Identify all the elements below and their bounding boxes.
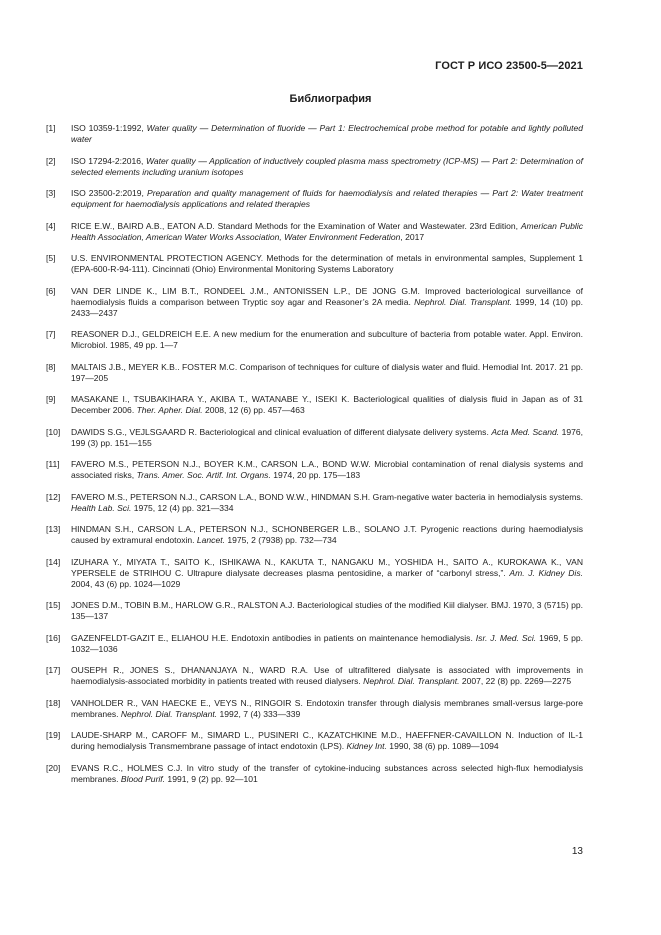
reference-item <box>46 362 583 384</box>
reference-item <box>46 633 583 655</box>
reference-text <box>71 188 583 210</box>
reference-number: [16] <box>46 632 61 643</box>
reference-text <box>71 459 583 481</box>
reference-item <box>46 188 583 210</box>
reference-text <box>71 557 583 590</box>
reference-text <box>71 698 583 720</box>
reference-part: 2008, 12 (6) pp. 457—463 <box>202 405 305 415</box>
reference-number: [1] <box>46 123 56 133</box>
reference-number: [3] <box>46 188 56 198</box>
reference-italic-part: Preparation and quality management of fluids for haemodialysis and related therapies — Part 2: Water treatment equipment for haemodialysis applications and related therapies <box>71 188 583 209</box>
reference-list <box>46 123 583 795</box>
reference-part: DAWIDS S.G., VEJLSGAARD R. Bacteriological and clinical evaluation of different dialysate delivery systems. <box>71 426 492 437</box>
reference-part: 1969, 5 pp. 1032—1036 <box>71 632 583 654</box>
reference-italic-part: Acta Med. Scand. <box>491 426 560 437</box>
reference-part: 1990, 38 (6) pp. 1089—1094 <box>386 741 499 751</box>
reference-part: 1976, 199 (3) pp. 151—155 <box>71 426 583 448</box>
reference-number: [4] <box>46 220 56 231</box>
reference-part: 1999, 14 (10) pp. 2433—2437 <box>71 296 583 318</box>
reference-item <box>46 665 583 687</box>
reference-part: FAVERO M.S., PETERSON N.J., BOYER K.M., CARSON L.A., BOND W.W. Microbial contamination of renal dialysis systems and associated risks, <box>71 459 583 480</box>
reference-item <box>46 698 583 720</box>
reference-italic-part: Water quality — Determination of fluoride — Part 1: Electrochemical probe method for potable and lightly polluted water <box>71 123 583 144</box>
reference-part: JONES D.M., TOBIN B.M., HARLOW G.R., RALSTON A.J. Bacteriological studies of the modified Kiil dialyser. BMJ. 1970, 3 (5715) pp. 135—137 <box>71 600 583 621</box>
reference-part: U.S. ENVIRONMENTAL PROTECTION AGENCY. Methods for the determination of metals in environmental samples, Supplement 1 (EPA-600-R-94-111). Cincinnati (Ohio) Environmental Monitoring Systems Laboratory <box>71 253 583 274</box>
reference-item <box>46 394 583 416</box>
reference-number: [15] <box>46 600 61 610</box>
reference-item <box>46 253 583 275</box>
reference-item <box>46 557 583 590</box>
reference-number: [5] <box>46 253 56 263</box>
reference-item <box>46 156 583 178</box>
reference-italic-part: Lancet. <box>196 535 225 545</box>
reference-part: FAVERO M.S., PETERSON N.J., CARSON L.A., BOND W.W., HINDMAN S.H. Gram-negative water bacteria in hemodialysis systems. <box>71 491 583 502</box>
reference-part: 1975, 12 (4) pp. 321—334 <box>131 502 234 513</box>
reference-text <box>71 524 583 546</box>
reference-italic-part: Water quality — Application of inductively coupled plasma mass spectrometry (ICP-MS) — Part 2: Determination of selected elements including uranium isotopes <box>71 155 583 177</box>
reference-item <box>46 763 583 785</box>
reference-part: HINDMAN S.H., CARSON L.A., PETERSON N.J., SCHONBERGER L.B., SOLANO J.T. Pyrogenic reactions during haemodialysis caused by extramural endotoxin. <box>71 524 583 545</box>
reference-part: OUSEPH R., JONES S., DHANANJAYA N., WARD R.A. Use of ultrafiltered dialysate is associated with improvements in haemodialysis-associated morbidity in patients treated with reused dialysers. <box>71 665 583 686</box>
reference-item <box>46 329 583 351</box>
reference-part: REASONER D.J., GELDREICH E.E. A new medium for the enumeration and subculture of bacteria from potable water. Appl. Environ. Microbiol. 1985, 49 pp. 1—7 <box>71 329 583 350</box>
reference-text <box>71 665 583 687</box>
reference-number: [13] <box>46 524 61 534</box>
reference-text <box>71 156 583 178</box>
reference-part: ISO 10359-1:1992, <box>71 123 147 133</box>
reference-item <box>46 459 583 481</box>
reference-item <box>46 286 583 319</box>
reference-italic-part: Health Lab. Sci. <box>71 502 132 513</box>
reference-part: 2004, 43 (6) pp. 1024—1029 <box>71 578 181 589</box>
reference-text <box>71 221 583 243</box>
reference-italic-part: Ther. Apher. Dial. <box>136 405 203 415</box>
reference-part: VAN DER LINDE K., LIM B.T., RONDEEL J.M., ANTONISSEN L.P., DE JONG G.M. Improved bacteriological surveillance of haemodialysis fluids a comparison between Tryptic soy agar and Reasoner’s 2A media. <box>71 285 583 307</box>
reference-number: [20] <box>46 762 61 773</box>
reference-text <box>71 600 583 622</box>
reference-number: [8] <box>46 361 56 372</box>
reference-part: VANHOLDER R., VAN HAECKE E., VEYS N., RINGOIR S. Endotoxin transfer through dialysis membranes small-versus large-pore membranes. <box>71 697 583 719</box>
reference-text <box>71 123 583 145</box>
reference-text <box>71 362 583 384</box>
reference-number: [2] <box>46 155 56 166</box>
reference-part: 1974, 20 pp. 175—183 <box>270 470 361 480</box>
reference-part: IZUHARA Y., MIYATA T., SAITO K., ISHIKAWA N., KAKUTA T., NANGAKU M., YOSHIDA H., SAITO A., KUROKAWA K., VAN YPERSELE de STRIHOU C. Ultrapure dialysate decreases plasma pentosidine, a marker of “carbonyl stress,”. <box>71 556 583 578</box>
reference-number: [10] <box>46 426 61 437</box>
page-number: 13 <box>571 846 583 857</box>
reference-item <box>46 427 583 449</box>
reference-number: [17] <box>46 665 61 675</box>
reference-part: ISO 23500-2:2019, <box>71 188 147 198</box>
reference-text <box>71 730 583 752</box>
reference-text <box>71 427 583 449</box>
reference-item <box>46 123 583 145</box>
reference-number: [9] <box>46 394 56 404</box>
reference-part: RICE E.W., BAIRD A.B., EATON A.D. Standard Methods for the Examination of Water and Wastewater. 23rd Edition, <box>71 220 521 231</box>
reference-part: EVANS R.C., HOLMES C.J. In vitro study of the transfer of cytokine-inducing substances across selected high-flux hemodialysis membranes. <box>71 762 583 784</box>
reference-text <box>71 633 583 655</box>
reference-part: GAZENFELDT-GAZIT E., ELIAHOU H.E. Endotoxin antibodies in patients on maintenance hemodialysis. <box>71 632 476 643</box>
bibliography-title: Библиография <box>289 93 372 105</box>
reference-item <box>46 492 583 514</box>
reference-number: [14] <box>46 556 61 567</box>
reference-italic-part: Nephrol. Dial. Transplant. <box>363 676 460 686</box>
reference-text <box>71 394 583 416</box>
reference-text <box>71 492 583 514</box>
reference-italic-part: Nephrol. Dial. Transplant. <box>414 296 513 307</box>
reference-number: [19] <box>46 730 61 740</box>
reference-part: 1992, 7 (4) 333—339 <box>217 708 301 719</box>
reference-number: [12] <box>46 491 61 502</box>
reference-text <box>71 763 583 785</box>
reference-italic-part: Trans. Amer. Soc. Artif. Int. Organs. <box>136 470 271 480</box>
reference-part: MALTAIS J.B., MEYER K.B.. FOSTER M.C. Comparison of techniques for culture of dialysis water and fluid. Hemodial Int. 2017. 21 pp. 197—205 <box>71 361 583 383</box>
reference-number: [7] <box>46 329 56 339</box>
reference-text <box>71 286 583 319</box>
reference-number: [11] <box>46 459 60 469</box>
reference-italic-part: Nephrol. Dial. Transplant. <box>120 708 218 719</box>
reference-item <box>46 221 583 243</box>
reference-part: LAUDE-SHARP M., CAROFF M., SIMARD L., PUSINERI C., KAZATCHKINE M.D., HAEFFNER-CAVAILLON N. Induction of IL-1 during hemodialysis Transmembrane passage of intact endotoxin (LPS). <box>71 730 583 751</box>
reference-item <box>46 600 583 622</box>
reference-part: , 2017 <box>400 231 425 242</box>
reference-item <box>46 730 583 752</box>
reference-number: [18] <box>46 697 61 708</box>
reference-part: ISO 17294-2:2016, <box>71 155 146 166</box>
reference-italic-part: Am. J. Kidney Dis. <box>509 567 583 578</box>
reference-text <box>71 253 583 275</box>
reference-italic-part: Blood Purif. <box>120 773 166 784</box>
reference-part: MASAKANE I., TSUBAKIHARA Y., AKIBA T., WATANABE Y., ISEKI K. Bacteriological qualities of dialysis fluid in Japan as of 31 December 2006. <box>71 394 583 415</box>
reference-part: 1975, 2 (7938) pp. 732—734 <box>224 535 337 545</box>
reference-number: [6] <box>46 285 56 296</box>
reference-text <box>71 329 583 351</box>
reference-part: 2007, 22 (8) pp. 2269—2275 <box>459 676 572 686</box>
reference-italic-part: American Public Health Association, American Water Works Association, Water Environment Federation <box>71 220 583 242</box>
reference-italic-part: Kidney Int. <box>346 741 387 751</box>
reference-part: 1991, 9 (2) pp. 92—101 <box>165 773 258 784</box>
document-header: ГОСТ Р ИСО 23500-5—2021 <box>435 60 583 72</box>
reference-italic-part: Isr. J. Med. Sci. <box>475 632 537 643</box>
reference-item <box>46 524 583 546</box>
